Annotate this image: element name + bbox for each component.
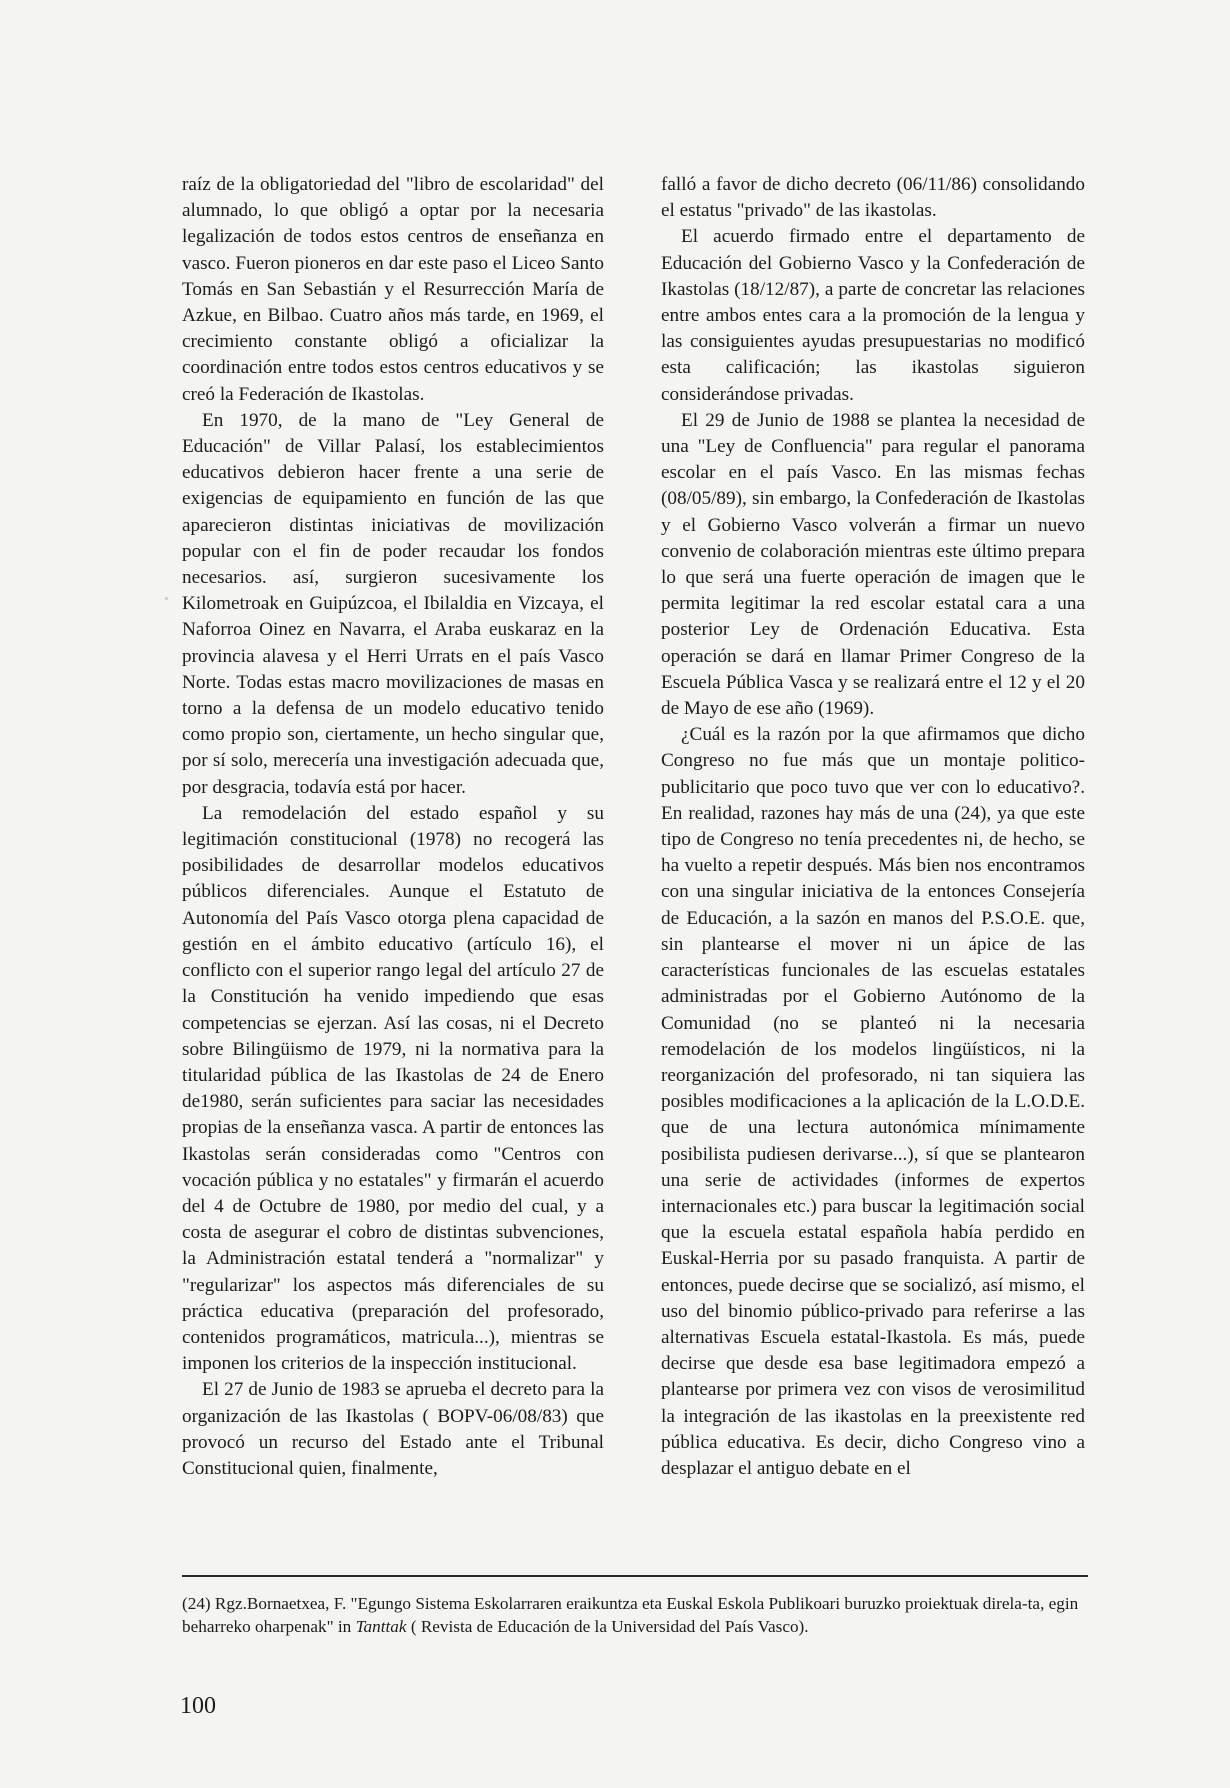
footnote-text: (24) Rgz.Bornaetxea, F. "Egungo Sistema Eskolarraren eraikuntza eta Euskal Eskola Publikoari buruzko proiektuak direla-ta, egin beharreko oharpenak" in <box>182 1594 1079 1636</box>
paragraph: La remodelación del estado español y su legitimación constitucional (1978) no recogerá las posibilidades de desarrollar modelos educativos públicos diferenciales. Aunque el Estatuto de Autonomía del País Vasco otorga plena capacidad de gestión en el ámbito educativo (artículo 16), el conflicto con el superior rango legal del artículo 27 de la Constitución ha venido impediendo que esas competencias se ejerzan. Así las cosas, ni el Decreto sobre Bilingüismo de 1979, ni la normativa para la titularidad pública de las Ikastolas de 24 de Enero de1980, serán suficientes para saciar las necesidades propias de la enseñanza vasca. A partir de entonces las Ikastolas serán consideradas como "Centros con vocación pública y no estatales" y firmarán el acuerdo del 4 de Octubre de 1980, por medio del cual, y a costa de asegurar el cobro de distintas subvenciones, la Administración estatal tenderá a "normalizar" y "regularizar" los aspectos más diferenciales de su práctica educativa (preparación del profesorado, contenidos programáticos, matricula...), mientras se imponen los criterios de la inspección institucional. <box>182 802 604 1375</box>
footnote-journal-title: Tanttak <box>355 1617 407 1636</box>
paragraph: ¿Cuál es la razón por la que afirmamos que dicho Congreso no fue más que un montaje politico-publicitario que poco tuvo que ver con lo educativo?. En realidad, razones hay más de una (24), ya que este tipo de Congreso no tenía precedentes ni, de hecho, se ha vuelto a repetir después. Más bien nos encontramos con una singular iniciativa de la entonces Consejería de Educación, a la sazón en manos del P.S.O.E. que, sin plantearse el mover ni un ápice de las características funcionales de las escuelas estatales administradas por el Gobierno Autónomo de la Comunidad (no se planteó ni la necesaria remodelación de los modelos lingüísticos, ni la reorganización del profesorado, ni tan siquiera las posibles modificaciones a la aplicación de la L.O.D.E. que de una lectura autonómica mínimamente posibilista pudiesen derivarse...), sí que se plantearon una serie de actividades (informes de expertos internacionales etc.) para buscar la legitimación social que la escuela estatal española había perdido en Euskal-Herria por su pasado franquista. A partir de entonces, puede decirse que se socializó, así mismo, el uso del binomio público-privado para referirse a las alternativas Escuela estatal-Ikastola. Es más, puede decirse que desde esa base legitimadora empezó a plantearse por primera vez con visos de verosimilitud la integración de las ikastolas en la preexistente red pública educativa. Es decir, dicho Congreso vino a desplazar el antiguo debate en el <box>661 724 1085 1479</box>
paragraph: raíz de la obligatoriedad del "libro de escolaridad" del alumnado, lo que obligó a optar por la necesaria legalización de todos estos centros de enseñanza en vasco. Fueron pioneros en dar este paso el Liceo Santo Tomás en San Sebastián y el Resurrección María de Azkue, en Bilbao. Cuatro años más tarde, en 1969, el crecimiento constante obligó a oficializar la coordinación entre todos estos centros educativos y se creó la Federación de Ikastolas. <box>182 174 604 405</box>
footnote <box>182 1592 1088 1638</box>
paragraph: El acuerdo firmado entre el departamento de Educación del Gobierno Vasco y la Confederación de Ikastolas (18/12/87), a parte de concretar las relaciones entre ambos entes cara a la promoción de la lengua y las consiguientes ayudas presupuestarias no modificó esta calificación; las ikastolas siguieron considerándose privadas. <box>661 226 1085 405</box>
paragraph: falló a favor de dicho decreto (06/11/86) consolidando el estatus "privado" de las ikastolas. <box>661 174 1085 222</box>
page-number: 100 <box>180 1693 216 1719</box>
footnote-text-end: ( Revista de Educación de la Universidad del País Vasco). <box>406 1617 809 1636</box>
paragraph: En 1970, de la mano de "Ley General de Educación" de Villar Palasí, los establecimientos educativos debieron hacer frente a una serie de exigencias de equipamiento en función de las que aparecieron distintas iniciativas de movilización popular con el fin de poder recaudar los fondos necesarios. así, surgieron sucesivamente los Kilometroak en Guipúzcoa, el Ibilaldia en Vizcaya, el Naforroa Oinez en Navarra, el Araba euskaraz en la provincia alavesa y el Herri Urrats en el país Vasco Norte. Todas estas macro movilizaciones de masas en torno a la defensa de un modelo educativo tenido como propio son, ciertamente, un hecho singular que, por sí solo, merecería una investigación adecuada que, por desgracia, todavía está por hacer. <box>182 409 604 798</box>
paragraph: El 29 de Junio de 1988 se plantea la necesidad de una "Ley de Confluencia" para regular el panorama escolar en el país Vasco. En las mismas fechas (08/05/89), sin embargo, la Confederación de Ikastolas y el Gobierno Vasco volverán a firmar un nuevo convenio de colaboración mientras este último prepara lo que será una fuerte operación de imagen que le permita legitimar la red escolar estatal cara a una posterior Ley de Ordenación Educativa. Esta operación se dará en llamar Primer Congreso de la Escuela Pública Vasca y se realizará entre el 12 y el 20 de Mayo de ese año (1969). <box>661 409 1085 720</box>
paragraph: El 27 de Junio de 1983 se aprueba el decreto para la organización de las Ikastolas ( BOPV-06/08/83) que provocó un recurso del Estado ante el Tribunal Constitucional quien, finalmente, <box>182 1379 604 1479</box>
scan-speck <box>165 597 168 600</box>
footnote-divider <box>182 1575 1088 1577</box>
left-column <box>182 172 604 1482</box>
right-column <box>661 172 1085 1482</box>
